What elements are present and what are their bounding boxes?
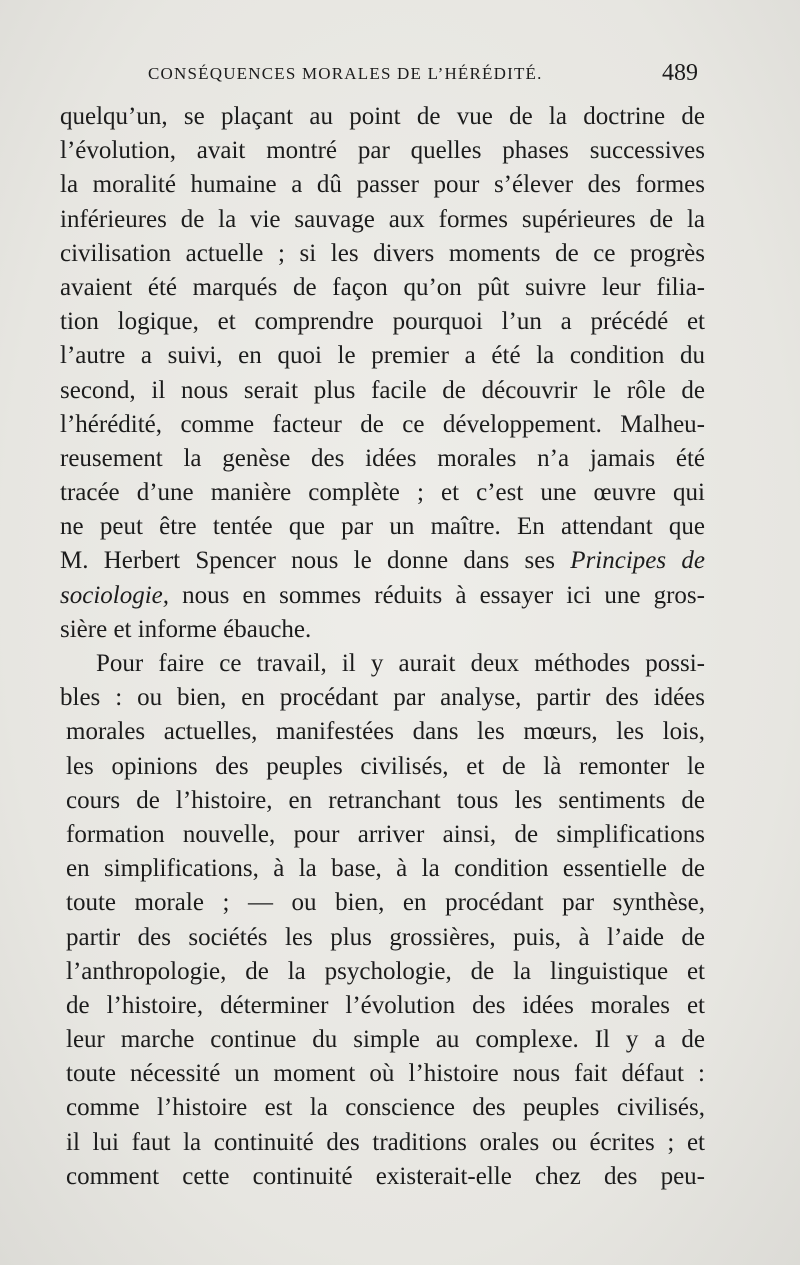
book-title-italic: sociologie, <box>60 581 170 609</box>
body-text <box>60 100 705 1194</box>
text-line: l’hérédité, comme facteur de ce développement. Malheu- <box>60 410 705 438</box>
text-line: toute nécessité un moment où l’histoire nous fait défaut : <box>66 1060 705 1088</box>
text-line <box>60 544 705 578</box>
text-line: partir des sociétés les plus grossières, puis, à l’aide de <box>66 923 705 951</box>
book-title-italic: Principes de <box>570 547 705 575</box>
text-line: civilisation actuelle ; si les divers moments de ce progrès <box>60 239 705 267</box>
text-line: tracée d’une manière complète ; et c’est une œuvre qui <box>60 479 705 507</box>
text-line: cours de l’histoire, en retranchant tous les sentiments de <box>66 786 705 814</box>
text-line: de l’histoire, déterminer l’évolution des idées morales et <box>66 991 705 1019</box>
page-number: 489 <box>662 60 698 86</box>
text-line: comment cette continuité existerait-elle chez des peu- <box>66 1162 705 1190</box>
text-line: ne peut être tentée que par un maître. En attendant que <box>60 513 705 541</box>
text-line: reusement la genèse des idées morales n’a jamais été <box>60 444 705 472</box>
text-line: morales actuelles, manifestées dans les mœurs, les lois, <box>66 718 705 746</box>
page-header <box>60 60 700 90</box>
text-line: en simplifications, à la base, à la condition essentielle de <box>66 855 705 883</box>
text-line: second, il nous serait plus facile de découvrir le rôle de <box>60 376 705 404</box>
text-line: sière et informe ébauche. <box>60 615 312 643</box>
text-line: les opinions des peuples civilisés, et de là remonter le <box>66 752 705 780</box>
text-line: la moralité humaine a dû passer pour s’élever des formes <box>60 171 705 199</box>
text-line: l’anthropologie, de la psychologie, de la linguistique et <box>66 957 705 985</box>
text-line: l’évolution, avait montré par quelles phases successives <box>60 137 705 165</box>
text-run: nous en sommes réduits à essayer ici une gros- <box>169 581 705 609</box>
text-line: avaient été marqués de façon qu’on pût suivre leur filia- <box>60 273 705 301</box>
text-run: M. Herbert Spencer nous le donne dans ses <box>60 547 571 575</box>
running-title: CONSÉQUENCES MORALES DE L’HÉRÉDITÉ. <box>148 64 543 83</box>
paragraph-first-line: Pour faire ce travail, il y aurait deux méthodes possi- <box>96 650 705 677</box>
text-line: quelqu’un, se plaçant au point de vue de la doctrine de <box>60 103 705 130</box>
text-line: comme l’histoire est la conscience des peuples civilisés, <box>66 1094 705 1122</box>
text-line: leur marche continue du simple au complexe. Il y a de <box>66 1026 705 1054</box>
text-line: tion logique, et comprendre pourquoi l’un a précédé et <box>60 308 705 336</box>
text-line: inférieures de la vie sauvage aux formes supérieures de la <box>60 205 705 233</box>
text-line <box>60 579 705 613</box>
text-line: l’autre a suivi, en quoi le premier a été la condition du <box>60 342 705 370</box>
text-line: bles : ou bien, en procédant par analyse, partir des idées <box>60 684 705 712</box>
text-line: toute morale ; — ou bien, en procédant par synthèse, <box>66 889 705 917</box>
text-line: formation nouvelle, pour arriver ainsi, de simplifications <box>66 820 705 848</box>
text-line: il lui faut la continuité des traditions orales ou écrites ; et <box>66 1128 705 1156</box>
